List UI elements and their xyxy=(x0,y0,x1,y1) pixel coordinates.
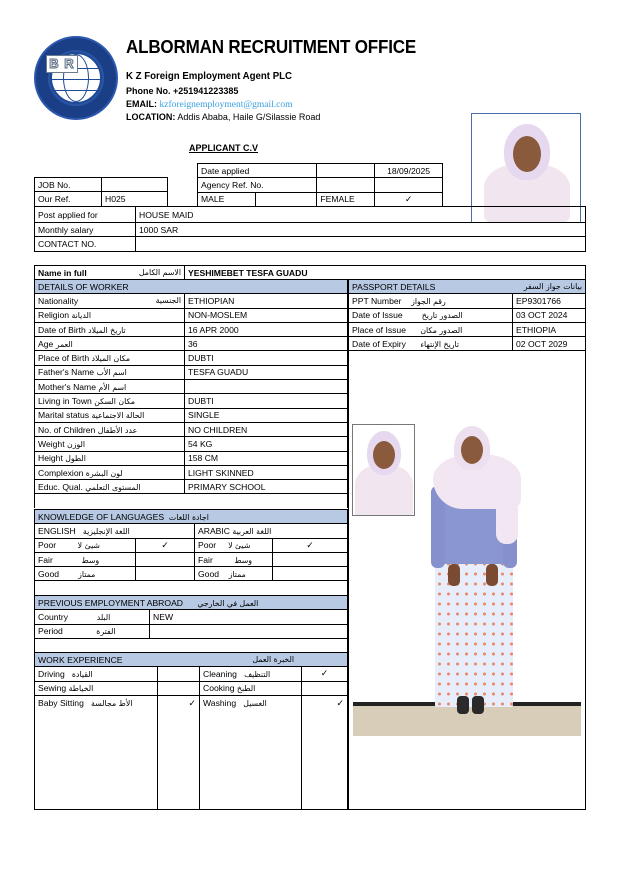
name-value: YESHIMEBET TESFA GUADU xyxy=(185,266,586,280)
passport-header-ar: بيانات جواز السفر xyxy=(523,282,582,292)
detail-label-ar: الحالة الاجتماعية xyxy=(91,411,145,421)
detail-label-ar: الجنسية xyxy=(155,296,181,306)
detail-label: Educ. Qual. xyxy=(38,481,83,492)
english-poor-checkbox[interactable]: ✓ xyxy=(136,538,195,552)
cooking-checkbox[interactable] xyxy=(302,681,348,695)
english-label: ENGLISH xyxy=(38,525,76,536)
skill-label: Sewing xyxy=(38,683,67,694)
level-label-ar: شيئ لا xyxy=(228,541,251,551)
detail-label: Religion xyxy=(38,310,70,321)
passport-number-value: EP9301766 xyxy=(513,294,586,308)
our-ref-value: H025 xyxy=(102,192,168,206)
date-applied-value: 18/09/2025 xyxy=(375,164,443,178)
skill-label-ar: التنظيف xyxy=(244,669,271,679)
detail-label: Mother's Name xyxy=(38,381,96,392)
contact-label: CONTACT NO. xyxy=(35,237,136,251)
email-label: EMAIL: xyxy=(126,99,157,109)
country-label: Country xyxy=(38,611,69,622)
name-table xyxy=(34,265,586,280)
driving-checkbox[interactable] xyxy=(158,667,200,681)
detail-value: TESFA GUADU xyxy=(185,365,348,379)
detail-label-ar: اسم الأب xyxy=(96,368,127,378)
passport-label: Place of Issue xyxy=(352,324,406,335)
arabic-good-checkbox[interactable] xyxy=(273,567,348,581)
female-checkbox[interactable]: ✓ xyxy=(375,192,443,206)
male-checkbox[interactable] xyxy=(255,192,317,206)
agency-ref-value xyxy=(375,178,443,192)
company-name: ALBORMAN RECRUITMENT OFFICE xyxy=(126,36,417,57)
detail-label-ar: عدد الأطفال xyxy=(97,425,138,435)
detail-label-ar: مكان الميلاد xyxy=(91,354,131,364)
level-label-ar: وسط xyxy=(234,555,253,565)
detail-label-ar: اسم الأم xyxy=(98,382,127,392)
passport-header: PASSPORT DETAILS xyxy=(352,281,436,292)
detail-value: 158 CM xyxy=(185,451,348,465)
detail-label: Weight xyxy=(38,438,65,449)
agent-name: K Z Foreign Employment Agent PLC xyxy=(126,70,293,82)
detail-label: Place of Birth xyxy=(38,353,90,364)
male-label: MALE xyxy=(198,192,256,206)
detail-label-ar: لون البشرة xyxy=(85,468,123,478)
contact-value xyxy=(136,237,586,251)
passport-label: Date of Issue xyxy=(352,310,403,321)
detail-value: 54 KG xyxy=(185,437,348,451)
country-value: NEW xyxy=(150,610,348,624)
arabic-poor-checkbox[interactable]: ✓ xyxy=(273,538,348,552)
level-label: Good xyxy=(38,568,60,579)
detail-label-ar: العمر xyxy=(55,339,73,349)
detail-label: Nationality xyxy=(38,295,79,306)
skill-label: Washing xyxy=(203,697,237,708)
country-label-ar: البلد xyxy=(96,612,111,622)
detail-value: DUBTI xyxy=(185,351,348,365)
phone-line xyxy=(126,86,238,96)
agency-ref-label: Agency Ref. No. xyxy=(198,178,317,192)
english-good-checkbox[interactable] xyxy=(136,567,195,581)
name-label: Name in full xyxy=(38,267,87,278)
detail-value: NO CHILDREN xyxy=(185,422,348,436)
level-label-ar: وسط xyxy=(81,555,100,565)
period-value xyxy=(150,624,348,638)
job-ref-table xyxy=(34,177,168,207)
work-experience-header-ar: الخبرة العمل xyxy=(252,655,294,665)
skill-label-ar: الخياطة xyxy=(68,684,94,694)
previous-employment-table xyxy=(34,595,348,652)
detail-label: Date of Birth xyxy=(38,324,86,335)
detail-value: LIGHT SKINNED xyxy=(185,465,348,479)
worker-details-header: DETAILS OF WORKER xyxy=(35,280,348,294)
level-label: Fair xyxy=(38,554,53,565)
baby-sitting-checkbox[interactable]: ✓ xyxy=(158,695,200,809)
detail-label-ar: الوزن xyxy=(66,439,86,449)
application-info-table xyxy=(197,163,443,207)
applicant-portrait-photo-small xyxy=(352,424,415,516)
level-label: Fair xyxy=(198,554,213,565)
work-experience-header: WORK EXPERIENCE xyxy=(38,654,123,665)
expiry-date-value: 02 OCT 2029 xyxy=(513,337,586,351)
detail-value: NON-MOSLEM xyxy=(185,308,348,322)
level-label: Poor xyxy=(198,540,217,551)
phone-value: +251941223385 xyxy=(173,86,239,96)
location-label: LOCATION: xyxy=(126,112,176,122)
skill-label: Baby Sitting xyxy=(38,697,84,708)
level-label-ar: ممتاز xyxy=(78,569,96,579)
detail-label: Height xyxy=(38,453,63,464)
washing-checkbox[interactable]: ✓ xyxy=(302,695,348,809)
our-ref-label: Our Ref. xyxy=(35,192,102,206)
period-label: Period xyxy=(38,626,63,637)
location-value: Addis Ababa, Haile G/Silassie Road xyxy=(177,112,321,122)
level-label-ar: شيئ لا xyxy=(77,541,100,551)
issue-place-value: ETHIOPIA xyxy=(513,322,586,336)
cleaning-checkbox[interactable]: ✓ xyxy=(302,667,348,681)
arabic-label: ARABIC xyxy=(198,525,230,536)
detail-label: No. of Children xyxy=(38,424,96,435)
skill-label: Cooking xyxy=(203,683,235,694)
detail-label: Marital status xyxy=(38,410,90,421)
passport-label-ar: الصدور تاريخ xyxy=(421,311,463,321)
issue-date-value: 03 OCT 2024 xyxy=(513,308,586,322)
female-label: FEMALE xyxy=(317,192,375,206)
detail-value: 36 xyxy=(185,337,348,351)
job-no-value xyxy=(102,178,168,192)
detail-value: DUBTI xyxy=(185,394,348,408)
detail-value: PRIMARY SCHOOL xyxy=(185,480,348,494)
sewing-checkbox[interactable] xyxy=(158,681,200,695)
detail-value: SINGLE xyxy=(185,408,348,422)
job-no-label: JOB No. xyxy=(35,178,102,192)
english-label-ar: اللغة الإنجليزية xyxy=(82,526,130,536)
work-experience-table xyxy=(34,652,348,810)
languages-header: KNOWLEDGE OF LANGUAGES xyxy=(38,511,165,522)
passport-label: PPT Number xyxy=(352,295,402,306)
detail-label-ar: مكان السكن xyxy=(94,397,136,407)
post-value: HOUSE MAID xyxy=(136,207,586,223)
passport-label-ar: رقم الجواز xyxy=(411,296,446,306)
detail-label-ar: المستوى التعلمي xyxy=(85,482,141,492)
detail-value: ETHIOPIAN xyxy=(185,294,348,308)
previous-employment-header-ar: العمل في الخارجي xyxy=(197,598,259,608)
email-line xyxy=(126,99,293,110)
detail-label: Complexion xyxy=(38,467,84,478)
detail-value: 16 APR 2000 xyxy=(185,322,348,336)
skill-label-ar: الطبخ xyxy=(236,684,256,694)
level-label: Poor xyxy=(38,540,57,551)
logo-letters: B R xyxy=(46,55,78,73)
languages-header-ar: اجادة اللغات xyxy=(168,512,209,522)
worker-details-table xyxy=(34,279,348,508)
skill-label-ar: الأط مجالسة xyxy=(91,698,133,708)
detail-label-ar: تاريخ الميلاد xyxy=(88,325,126,335)
page-title: APPLICANT C.V xyxy=(189,143,259,153)
english-fair-checkbox[interactable] xyxy=(136,552,195,566)
date-applied-label: Date applied xyxy=(198,164,317,178)
name-label-ar: الاسم الكامل xyxy=(138,268,181,278)
detail-label: Father's Name xyxy=(38,367,95,378)
agency-logo xyxy=(34,36,118,120)
passport-label-ar: الصدور مكان xyxy=(420,325,463,335)
detail-label-ar: الطول xyxy=(65,454,86,464)
location-line xyxy=(126,112,320,122)
detail-value xyxy=(185,380,348,394)
salary-label: Monthly salary xyxy=(35,223,136,237)
previous-employment-header: PREVIOUS EMPLOYMENT ABROAD xyxy=(38,597,184,608)
level-label: Good xyxy=(198,568,220,579)
passport-label: Date of Expiry xyxy=(352,338,406,349)
skill-label: Driving xyxy=(38,668,65,679)
arabic-fair-checkbox[interactable] xyxy=(273,552,348,566)
arabic-label-ar: اللغة العربية xyxy=(232,526,272,536)
detail-label-ar: الديانة xyxy=(71,311,91,321)
detail-label: Age xyxy=(38,338,54,349)
salary-value: 1000 SAR xyxy=(136,223,586,237)
detail-label: Living in Town xyxy=(38,396,92,407)
skill-label-ar: الغسيل xyxy=(243,698,267,708)
post-label: Post applied for xyxy=(35,207,136,223)
email-link[interactable]: kzforeignemployment@gmail.com xyxy=(159,100,293,110)
level-label-ar: ممتاز xyxy=(228,569,246,579)
post-table xyxy=(34,206,586,252)
skill-label: Cleaning xyxy=(203,668,237,679)
period-label-ar: الفترة xyxy=(96,627,116,637)
languages-table xyxy=(34,509,348,595)
passport-label-ar: تاريخ الإنتهاء xyxy=(420,339,460,349)
skill-label-ar: القيادة xyxy=(71,669,93,679)
phone-label: Phone No. xyxy=(126,86,171,96)
